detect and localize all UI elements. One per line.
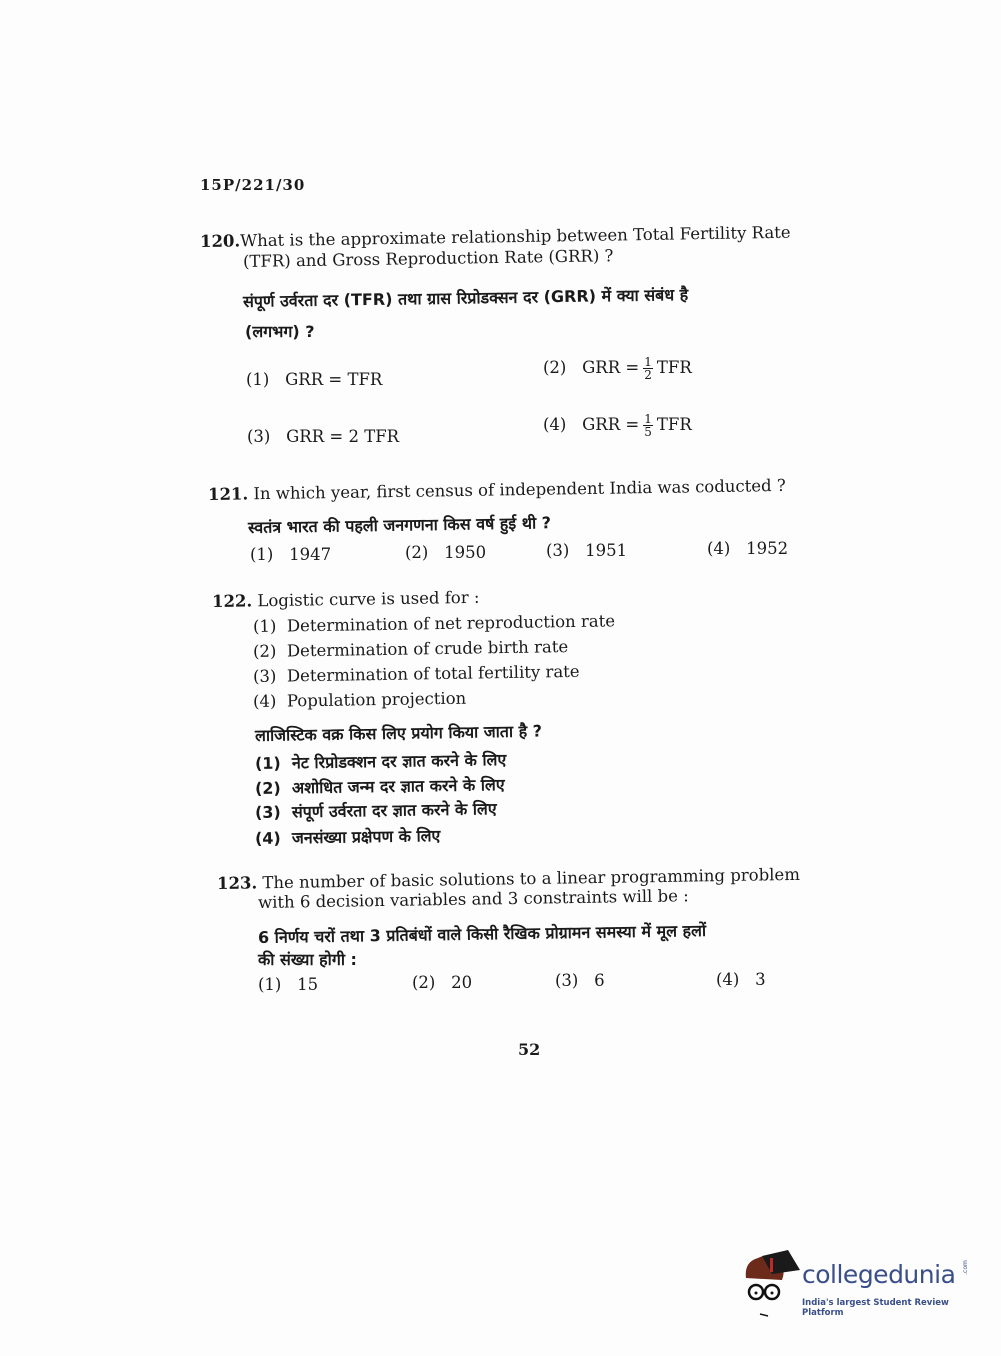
option-2: (2) 20 <box>412 973 473 992</box>
option-3: (3) 1951 <box>546 541 628 560</box>
option-1: (1) 1947 <box>250 545 332 564</box>
question-text-hindi: लाजिस्टिक वक्र किस लिए प्रयोग किया जाता है ? <box>254 721 543 745</box>
option-4: (4) 3 <box>716 970 766 989</box>
option-4: (4) 1952 <box>707 539 789 558</box>
question-text-hindi: की संख्या होगी : <box>258 950 357 969</box>
option-1: (1) GRR = TFR <box>246 370 383 389</box>
option-2: (2) Determination of crude birth rate <box>252 637 569 661</box>
collegedunia-watermark: collegedunia .com India's largest Student Review Platform <box>742 1248 972 1318</box>
question-text: The number of basic solutions to a linear programming problem <box>262 864 801 893</box>
paper-code: 15P/221/30 <box>200 176 306 194</box>
question-text-hindi: (लगभग) ? <box>245 322 315 341</box>
option-1-hindi: (1) नेट रिप्रोडक्शन दर ज्ञात करने के लिए <box>254 750 507 773</box>
page-number: 52 <box>518 1040 541 1059</box>
option-3: (3) Determination of total fertility rate <box>252 661 580 686</box>
question-text-hindi: स्वतंत्र भारत की पहली जनगणना किस वर्ष हुई थी ? <box>247 513 552 537</box>
question-text-hindi: संपूर्ण उर्वरता दर (TFR) तथा ग्रास रिप्रोडक्सन दर (GRR) में क्या संबंध है <box>242 285 689 311</box>
mascot-icon <box>742 1248 802 1318</box>
option-2-hindi: (2) अशोधित जन्म दर ज्ञात करने के लिए <box>254 775 505 798</box>
question-number: 120. <box>199 231 241 251</box>
option-3-hindi: (3) संपूर्ण उर्वरता दर ज्ञात करने के लिए <box>254 799 497 822</box>
option-4-hindi: (4) जनसंख्या प्रक्षेपण के लिए <box>254 826 441 848</box>
option-1: (1) 15 <box>258 975 319 994</box>
option-1: (1) Determination of net reproduction rate <box>252 611 616 636</box>
option-4: (4) GRR = $\frac{1}{5}$ TFR <box>543 412 692 439</box>
option-3: (3) GRR = 2 TFR <box>247 427 400 446</box>
exam-page: 15P/221/30 120.What is the approximate relationship between Total Fertility Rate (TFR) and Gross Reproduction Rate (GRR) ? संपूर्ण उर्वरता दर (TFR) तथा ग्रास रिप्रोडक्सन दर (GRR) में क्या संबंध है (लगभग) ? (1) GRR = TFR (2) GRR = $\frac{1}{2}$ TFR (3) GRR = 2 TFR (4) GRR = $\frac{1}{5}$ TFR 121. In which year, first census of independent India was coducted ? स्वतंत्र भारत की पहली जनगणना किस वर्ष हुई थी ? (1) 1947 (2) 1950 (3) 1951 (4) 1952 122. Logistic curve is used for : (1) Determination of net reproduction rate (2) Determination of crude birth rate (3) Determination of total fertility rate (4) Population projection लाजिस्टिक वक्र किस लिए प्रयोग किया जाता है ? (1) नेट रिप्रोडक्शन दर ज्ञात करने के लिए (2) अशोधित जन्म दर ज्ञात करने के लिए (3) संपूर्ण उर्वरता दर ज्ञात करने के लिए (4) जनसंख्या प्रक्षेपण के लिए 123. The number of basic solutions to a linear programming problem with 6 decision variables and 3 constraints will be : 6 निर्णय चरों तथा 3 प्रतिबंधों वाले किसी रैखिक प्रोग्रामन समस्या में मूल हलों की संख्या होगी : (1) 15 (2) 20 (3) 6 (4) 3 52 collegedunia .com India's largest Student Review Platform <box>0 0 1001 1356</box>
question-text: with 6 decision variables and 3 constraints will be : <box>257 886 689 912</box>
option-3: (3) 6 <box>555 971 605 990</box>
question-text-hindi: 6 निर्णय चरों तथा 3 प्रतिबंधों वाले किसी रैखिक प्रोग्रामन समस्या में मूल हलों <box>257 920 707 947</box>
question-text: In which year, first census of independent India was coducted ? <box>253 475 786 504</box>
option-2: (2) 1950 <box>405 543 487 562</box>
option-4: (4) Population projection <box>252 688 467 711</box>
question-text: (TFR) and Gross Reproduction Rate (GRR) ? <box>242 246 614 271</box>
option-2: (2) GRR = $\frac{1}{2}$ TFR <box>543 355 692 382</box>
question-text: Logistic curve is used for : <box>257 587 480 611</box>
question-text: What is the approximate relationship between Total Fertility Rate <box>240 222 791 251</box>
